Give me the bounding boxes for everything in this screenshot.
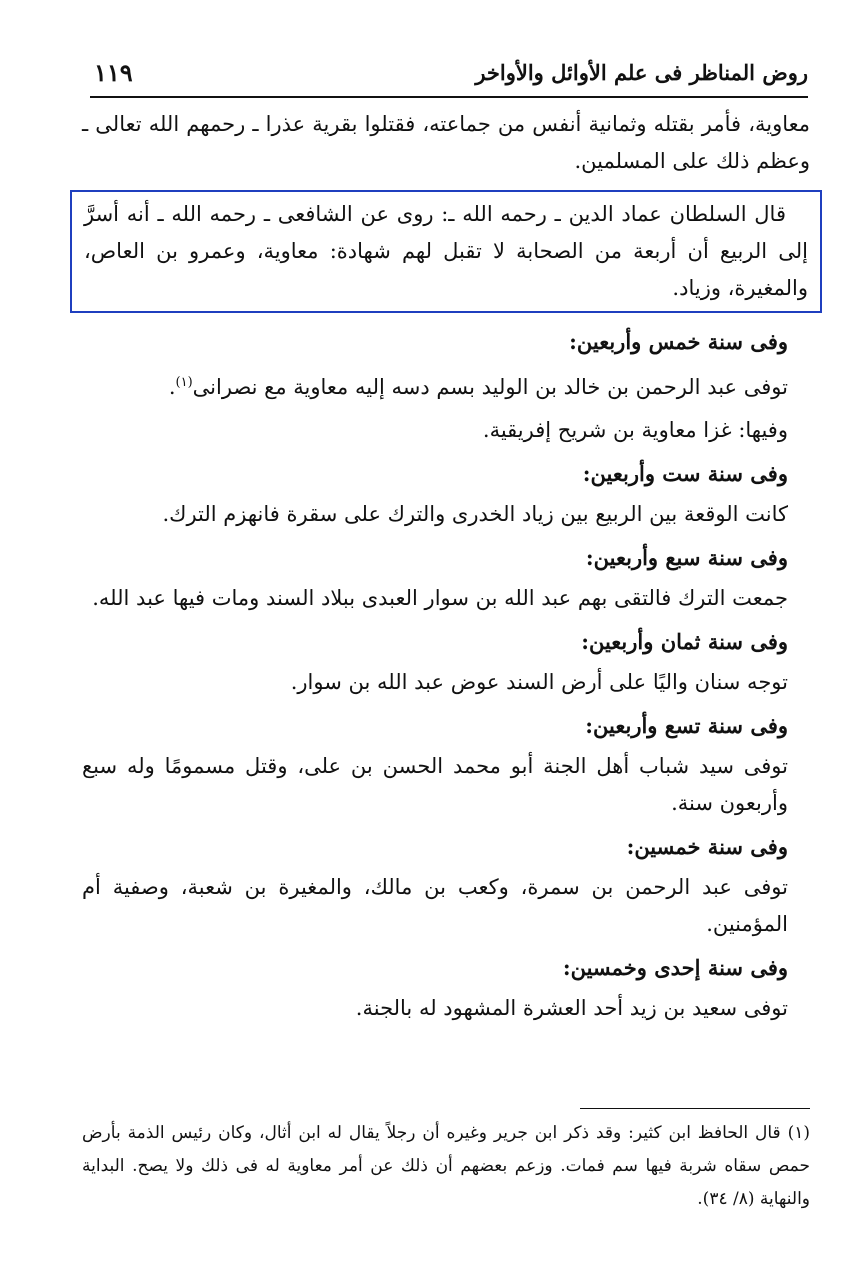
section-entry: توجه سنان واليًا على أرض السند عوض عبد الله بن سوار. [290,670,788,694]
section-47 [82,539,810,617]
section-50 [82,828,810,943]
footnotes [82,1108,810,1216]
section-heading: وفى سنة سبع وأربعين: [585,545,788,570]
section-heading: وفى سنة تسع وأربعين: [585,713,788,738]
footnote-marker: (١) [175,375,193,390]
running-title: روض المناظر فى علم الأوائل والأواخر [475,60,808,85]
page-number: ١١٩ [94,58,133,87]
section-entry: وفيها: غزا معاوية بن شريح إفريقية. [482,418,788,442]
section-51 [82,949,810,1027]
section-heading: وفى سنة ست وأربعين: [582,461,788,486]
section-45 [82,323,810,449]
intro-paragraph: معاوية، فأمر بقتله وثمانية أنفس من جماعته، فقتلوا بقرية عذرا ـ رحمهم الله تعالى ـ وعظم ذلك على المسلمين. [82,112,810,173]
section-heading: وفى سنة ثمان وأربعين: [581,629,788,654]
section-heading: وفى سنة خمس وأربعين: [569,329,788,354]
section-46 [82,455,810,533]
section-entry: توفى سعيد بن زيد أحد العشرة المشهود له بالجنة. [355,996,788,1020]
section-entry: توفى سيد شباب أهل الجنة أبو محمد الحسن بن على، وقتل مسمومًا وله سبع وأربعون سنة. [82,754,788,815]
page-header [90,56,808,98]
section-entry: كانت الوقعة بين الربيع بين زياد الخدرى والترك على سقرة فانهزم الترك. [162,502,788,526]
section-entry: توفى عبد الرحمن بن خالد بن الوليد بسم دسه إليه معاوية مع نصرانى$^{(١)}$. [168,375,788,399]
section-48 [82,623,810,701]
highlighted-quote-text: قال السلطان عماد الدين ـ رحمه الله ـ: روى عن الشافعى ـ رحمه الله ـ أنه أسرَّ إلى الربيع أن أربعة من الصحابة لا تقبل لهم شهادة: معاوية، وعمرو بن العاص، والمغيرة، وزياد. [84,202,808,300]
section-49 [82,707,810,822]
footnote-divider [580,1108,810,1109]
section-heading: وفى سنة خمسين: [626,834,788,859]
highlighted-quote-box [70,190,822,313]
section-heading: وفى سنة إحدى وخمسين: [562,955,788,980]
section-entry: جمعت الترك فالتقى بهم عبد الله بن سوار العبدى ببلاد السند ومات فيها عبد الله. [92,586,788,610]
footnote-text: (١) قال الحافظ ابن كثير: وقد ذكر ابن جرير وغيره أن رجلاً يقال له ابن أثال، وكان رئيس الذمة بأرض حمص سقاه شربة فيها سم فمات. وزعم بعضهم أن ذلك عن أمر معاوية له فى ذلك ولا يصح. البداية والنهاية (٨/ ٣٤). [82,1123,810,1209]
section-entry: توفى عبد الرحمن بن سمرة، وكعب بن مالك، والمغيرة بن شعبة، وصفية أم المؤمنين. [82,875,788,936]
body-text [82,106,810,1033]
